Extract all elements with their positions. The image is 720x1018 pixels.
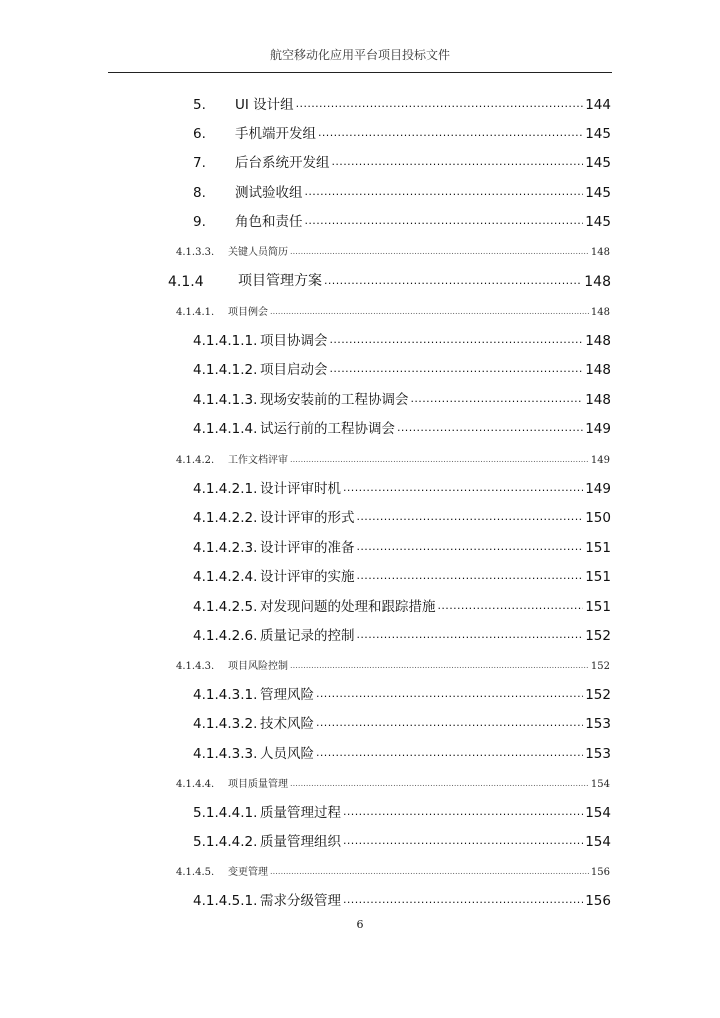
toc-entry[interactable] (193, 624, 611, 644)
toc-entry-page: 149 (585, 481, 611, 497)
toc-leader-dots (332, 155, 584, 168)
toc-entry-page: 152 (590, 661, 610, 672)
toc-entry-page: 148 (584, 274, 611, 290)
toc-entry-page: 149 (590, 455, 610, 466)
toc-leader-dots (316, 716, 583, 729)
toc-entry-page: 153 (585, 746, 611, 762)
toc-entry[interactable] (193, 388, 611, 408)
toc-leader-dots (397, 421, 583, 434)
toc-entry-number: 9. (193, 214, 206, 230)
toc-entry-title: 项目启动会 (260, 362, 328, 378)
toc-entry-title: 质量记录的控制 (260, 628, 355, 644)
toc-leader-dots (357, 628, 584, 641)
toc-entry[interactable] (193, 536, 611, 556)
toc-entry-page: 145 (585, 185, 611, 201)
toc-entry-title: 管理风险 (260, 687, 314, 703)
toc-entry-number: 4.1.4.2.3. (193, 540, 258, 556)
toc-entry-title: 工作文档评审 (228, 455, 288, 466)
toc-entry-title: 人员风险 (260, 746, 314, 762)
toc-entry-title: 项目例会 (228, 307, 268, 318)
toc-entry-page: 145 (585, 126, 611, 142)
toc-entry[interactable] (193, 181, 611, 201)
toc-leader-dots (357, 540, 584, 553)
toc-leader-dots (296, 97, 584, 110)
toc-entry-number: 8. (193, 185, 206, 201)
toc-entry[interactable] (193, 93, 611, 113)
toc-entry-number: 4.1.4.2.4. (193, 569, 258, 585)
toc-entry[interactable] (193, 712, 611, 732)
page-header: 航空移动化应用平台项目投标文件 (269, 48, 450, 62)
toc-leader-dots (324, 274, 582, 287)
toc-entry-page: 154 (585, 834, 611, 850)
toc-entry-page: 156 (590, 867, 610, 878)
toc-entry-number: 5. (193, 97, 206, 113)
toc-entry-page: 151 (585, 569, 611, 585)
toc-entry[interactable] (193, 830, 611, 850)
toc-entry[interactable] (193, 595, 611, 615)
toc-entry-number: 5.1.4.4.1. (193, 805, 258, 821)
toc-entry-page: 153 (585, 716, 611, 732)
toc-entry-title: 设计评审的准备 (260, 540, 355, 556)
toc-entry-number: 4.1.4.1.4. (193, 421, 258, 437)
toc-entry-title: 项目质量管理 (228, 779, 288, 790)
toc-entry[interactable] (193, 122, 611, 142)
toc-entry-number: 6. (193, 126, 206, 142)
page-number: 6 (356, 918, 364, 931)
toc-entry-title: UI 设计组 (235, 97, 294, 113)
toc-entry-page: 148 (585, 362, 611, 378)
toc-leader-dots (343, 481, 583, 494)
toc-entry-number: 4.1.4.5. (176, 867, 215, 878)
toc-leader-dots (305, 214, 584, 227)
toc-entry[interactable] (193, 742, 611, 762)
toc-entry[interactable] (193, 329, 611, 349)
toc-entry[interactable] (193, 889, 611, 909)
toc-entry-number: 4.1.4.2. (176, 455, 215, 466)
toc-leader-dots (343, 893, 583, 906)
toc-entry-number: 4.1.4.3.2. (193, 716, 258, 732)
toc-entry-title: 设计评审的实施 (260, 569, 355, 585)
toc-leader-dots (316, 687, 583, 700)
toc-entry-page: 145 (585, 214, 611, 230)
toc-entry-page: 144 (585, 97, 611, 113)
toc-entry-number: 4.1.4.2.1. (193, 481, 258, 497)
toc-entry-number: 4.1.4.2.6. (193, 628, 258, 644)
toc-entry-page: 150 (585, 510, 611, 526)
toc-entry-number: 4.1.4.2.5. (193, 599, 258, 615)
toc-entry[interactable] (193, 801, 611, 821)
toc-entry-title: 角色和责任 (235, 214, 303, 230)
toc-entry[interactable] (176, 862, 610, 878)
toc-entry-page: 151 (585, 599, 611, 615)
toc-leader-dots (411, 392, 584, 405)
toc-entry-number: 4.1.3.3. (176, 247, 215, 258)
toc-entry-title: 关键人员简历 (228, 247, 288, 258)
toc-entry-number: 4.1.4.4. (176, 779, 215, 790)
toc-leader-dots (357, 569, 584, 582)
toc-entry-title: 需求分级管理 (260, 893, 341, 909)
toc-entry-title: 后台系统开发组 (235, 155, 330, 171)
toc-leader-dots (305, 185, 584, 198)
toc-leader-dots (290, 455, 589, 464)
toc-entry-number: 4.1.4.1.3. (193, 392, 258, 408)
toc-entry[interactable] (193, 358, 611, 378)
toc-entry[interactable] (176, 774, 610, 790)
toc-entry[interactable] (193, 683, 611, 703)
toc-entry-title: 项目协调会 (260, 333, 328, 349)
toc-entry-title: 设计评审时机 (260, 481, 341, 497)
toc-leader-dots (438, 599, 584, 612)
toc-entry[interactable] (176, 242, 610, 258)
toc-entry-title: 项目管理方案 (238, 273, 322, 289)
toc-entry-title: 质量管理过程 (260, 805, 341, 821)
toc-entry-title: 技术风险 (260, 716, 314, 732)
toc-entry-page: 154 (585, 805, 611, 821)
toc-entry[interactable] (193, 151, 611, 171)
toc-entry-number: 4.1.4.3.1. (193, 687, 258, 703)
toc-entry-number: 4.1.4.3. (176, 661, 215, 672)
toc-entry[interactable] (193, 506, 611, 526)
toc-entry-page: 151 (585, 540, 611, 556)
toc-entry-page: 148 (585, 392, 611, 408)
toc-entry[interactable] (193, 565, 611, 585)
toc-entry-number: 4.1.4 (168, 274, 204, 290)
toc-entry-page: 156 (585, 893, 611, 909)
toc-leader-dots (290, 247, 589, 256)
toc-entry-title: 项目风险控制 (228, 661, 288, 672)
toc-entry-number: 4.1.4.3.3. (193, 746, 258, 762)
toc-entry-page: 152 (585, 687, 611, 703)
toc-leader-dots (270, 867, 589, 876)
toc-entry-page: 148 (590, 307, 610, 318)
toc-entry-title: 对发现问题的处理和跟踪措施 (260, 599, 436, 615)
toc-entry[interactable] (193, 477, 611, 497)
toc-entry-number: 7. (193, 155, 206, 171)
toc-entry-number: 4.1.4.1.2. (193, 362, 258, 378)
header-divider (108, 72, 612, 73)
toc-entry-title: 手机端开发组 (235, 126, 316, 142)
toc-entry[interactable] (176, 450, 610, 466)
toc-entry[interactable] (193, 210, 611, 230)
toc-leader-dots (290, 779, 589, 788)
toc-entry-page: 148 (585, 333, 611, 349)
toc-entry-title: 现场安装前的工程协调会 (260, 392, 409, 408)
toc-entry-title: 质量管理组织 (260, 834, 341, 850)
toc-leader-dots (316, 746, 583, 759)
toc-leader-dots (290, 661, 589, 670)
toc-entry-number: 4.1.4.5.1. (193, 893, 258, 909)
toc-entry-page: 149 (585, 421, 611, 437)
toc-entry-title: 试运行前的工程协调会 (260, 421, 395, 437)
toc-entry-number: 4.1.4.2.2. (193, 510, 258, 526)
toc-entry-number: 4.1.4.1.1. (193, 333, 258, 349)
toc-entry-title: 设计评审的形式 (260, 510, 355, 526)
toc-leader-dots (330, 362, 584, 375)
toc-entry[interactable] (176, 656, 610, 672)
toc-entry-number: 5.1.4.4.2. (193, 834, 258, 850)
toc-leader-dots (343, 834, 583, 847)
toc-entry-page: 152 (585, 628, 611, 644)
toc-entry-number: 4.1.4.1. (176, 307, 215, 318)
toc-entry-page: 154 (590, 779, 610, 790)
toc-leader-dots (343, 805, 583, 818)
toc-entry-page: 145 (585, 155, 611, 171)
toc-entry[interactable] (168, 270, 611, 290)
toc-entry-title: 测试验收组 (235, 185, 303, 201)
toc-entry[interactable] (176, 302, 610, 318)
toc-leader-dots (357, 510, 584, 523)
toc-leader-dots (270, 307, 589, 316)
toc-leader-dots (330, 333, 584, 346)
toc-entry[interactable] (193, 417, 611, 437)
toc-leader-dots (318, 126, 583, 139)
toc-entry-page: 148 (590, 247, 610, 258)
toc-entry-title: 变更管理 (228, 867, 268, 878)
